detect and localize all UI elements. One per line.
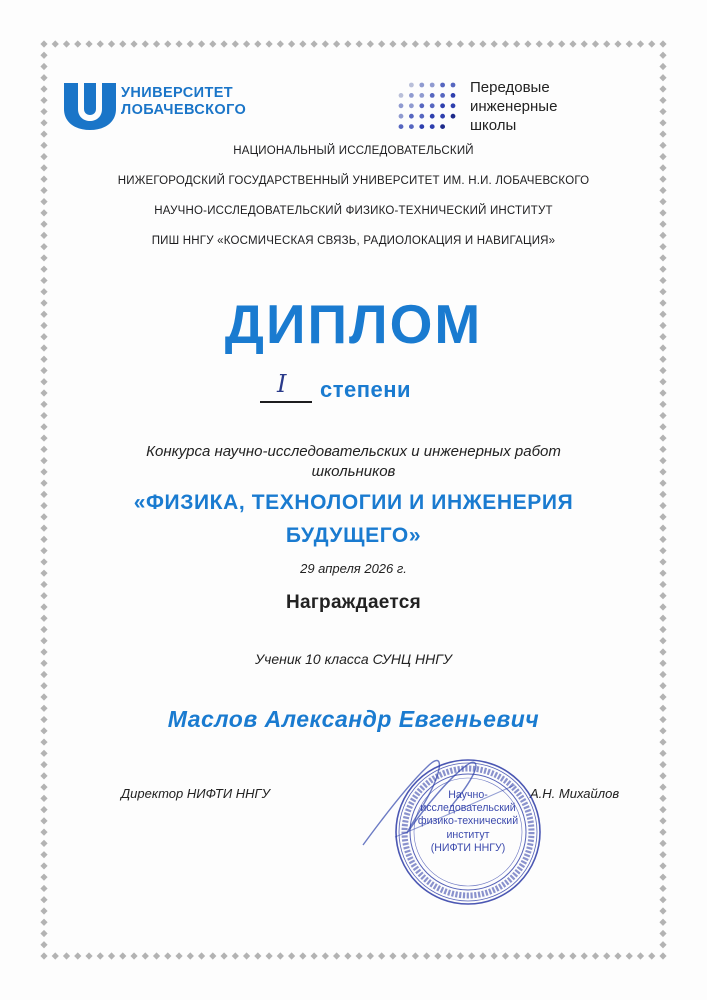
border-diamond [659,40,666,47]
border-diamond [40,480,47,487]
border-diamond [524,40,531,47]
border-diamond [40,356,47,363]
border-diamond [119,952,126,959]
logo-dot [419,124,424,129]
degree-underline [260,401,312,403]
logo-dot [430,103,435,108]
border-diamond [85,40,92,47]
border-diamond [659,896,666,903]
logo-dot [451,93,456,98]
border-diamond [40,772,47,779]
border-diamond [40,119,47,126]
border-diamond [412,952,419,959]
border-diamond [457,40,464,47]
border-diamond [344,40,351,47]
border-diamond [659,626,666,633]
logo-dot [409,93,414,98]
unn-u-logo-icon [60,79,120,131]
border-diamond [389,952,396,959]
border-diamond [513,40,520,47]
border-diamond [659,885,666,892]
border-diamond [401,952,408,959]
border-diamond [659,581,666,588]
border-diamond [232,952,239,959]
border-diamond [85,952,92,959]
border-diamond [603,952,610,959]
logo-dot [409,103,414,108]
logo-dot [451,114,456,119]
border-diamond [648,40,655,47]
border-diamond [659,254,666,261]
student-name: Маслов Александр Евгеньевич [167,706,540,732]
border-diamond [502,40,509,47]
border-diamond [288,952,295,959]
border-diamond [659,750,666,757]
border-diamond [153,40,160,47]
border-diamond [659,74,666,81]
university-logo-line1: УНИВЕРСИТЕТ [121,85,234,101]
contest-line-1: Конкурса научно-исследовательских и инженерных работ [146,443,561,460]
border-diamond [659,784,666,791]
school-logo-line1: Передовые [470,79,550,96]
border-diamond [659,221,666,228]
border-diamond [659,85,666,92]
border-diamond [423,40,430,47]
student-info: Ученик 10 класса СУНЦ ННГУ [255,651,452,667]
border-diamond [659,907,666,914]
logo-dot [399,93,404,98]
border-diamond [592,40,599,47]
border-diamond [40,941,47,948]
logo-dot [430,93,435,98]
stamp-line-4: институт [446,828,490,841]
border-diamond [254,952,261,959]
border-diamond [547,40,554,47]
border-diamond [659,738,666,745]
stamp-line-1: Научно- [448,789,488,801]
border-diamond [142,952,149,959]
border-diamond [254,40,261,47]
university-logo-text [121,85,246,119]
border-diamond [513,952,520,959]
border-diamond [367,952,374,959]
border-diamond [659,434,666,441]
border-diamond [40,682,47,689]
border-diamond [40,907,47,914]
degree-word: степени [320,377,412,402]
stamp-line-3: физико-технический [417,815,519,828]
border-diamond [446,40,453,47]
border-diamond [648,952,655,959]
border-diamond [659,547,666,554]
border-diamond [40,277,47,284]
border-diamond [614,952,621,959]
logo-dot [451,103,456,108]
border-diamond [40,829,47,836]
degree-row [0,370,707,410]
border-diamond [175,952,182,959]
border-diamond [187,952,194,959]
border-diamond [637,40,644,47]
logo-dot [440,83,445,88]
border-diamond [40,896,47,903]
border-diamond [614,40,621,47]
logo-dot [430,83,435,88]
border-diamond [659,119,666,126]
border-diamond [659,423,666,430]
border-diamond [40,52,47,59]
border-diamond [659,941,666,948]
border-diamond [209,952,216,959]
border-diamond [40,761,47,768]
border-diamond [63,40,70,47]
border-diamond [40,862,47,869]
border-diamond [536,40,543,47]
border-diamond [40,221,47,228]
border-diamond [659,187,666,194]
dots-grid-icon [396,80,458,132]
border-diamond [389,40,396,47]
border-diamond [659,480,666,487]
institution-line-1: НАЦИОНАЛЬНЫЙ ИССЛЕДОВАТЕЛЬСКИЙ [233,145,474,157]
border-diamond [40,874,47,881]
border-diamond [479,952,486,959]
logo-dot [409,114,414,119]
border-diamond [40,423,47,430]
contest-name-line-2: БУДУЩЕГО» [285,524,422,547]
border-diamond [198,952,205,959]
border-diamond [502,952,509,959]
institution-line-4: ПИШ ННГУ «КОСМИЧЕСКАЯ СВЯЗЬ, РАДИОЛОКАЦИЯ И НАВИГАЦИЯ» [151,235,556,247]
border-diamond [659,874,666,881]
border-diamond [659,806,666,813]
border-diamond [659,851,666,858]
border-diamond [153,952,160,959]
border-diamond [40,930,47,937]
border-diamond [311,952,318,959]
border-diamond [277,952,284,959]
border-diamond [659,164,666,171]
border-diamond [434,40,441,47]
border-diamond [130,952,137,959]
institution-line-3: НАУЧНО-ИССЛЕДОВАТЕЛЬСКИЙ ФИЗИКО-ТЕХНИЧЕСКИЙ ИНСТИТУТ [154,205,553,217]
border-diamond [40,637,47,644]
border-diamond [40,806,47,813]
border-diamond [40,547,47,554]
border-diamond [40,187,47,194]
border-diamond [637,952,644,959]
border-diamond [277,40,284,47]
logo-dot [399,103,404,108]
border-diamond [40,671,47,678]
border-diamond [468,952,475,959]
border-diamond [659,930,666,937]
border-diamond [659,952,666,959]
border-diamond [333,952,340,959]
border-diamond [108,40,115,47]
border-diamond [659,637,666,644]
border-diamond [524,952,531,959]
border-diamond [356,952,363,959]
border-diamond [569,40,576,47]
border-diamond [40,784,47,791]
border-diamond [243,40,250,47]
border-diamond [659,671,666,678]
border-diamond [40,817,47,824]
diploma-title: ДИПЛОМ [224,293,483,355]
border-diamond [367,40,374,47]
border-diamond [659,840,666,847]
border-diamond [299,952,306,959]
border-diamond [40,63,47,70]
logo-dot [399,114,404,119]
logo-dot [419,103,424,108]
border-diamond [378,40,385,47]
border-diamond [659,266,666,273]
director-name: А.Н. Михайлов [530,786,620,801]
logo-dot [419,114,424,119]
border-diamond [40,40,47,47]
director-role: Директор НИФТИ ННГУ [121,786,270,801]
logo-dot [440,124,445,129]
border-diamond [40,412,47,419]
border-diamond [40,266,47,273]
border-diamond [40,750,47,757]
border-diamond [378,952,385,959]
border-diamond [40,254,47,261]
border-diamond [265,40,272,47]
stamp-center-text [415,789,521,855]
border-diamond [569,952,576,959]
border-diamond [322,40,329,47]
border-diamond [356,40,363,47]
awarded-label: Награждается [285,592,422,613]
logo-dot [440,93,445,98]
border-diamond [659,63,666,70]
border-diamond [40,108,47,115]
school-logo-text [470,78,557,135]
border-diamond [265,952,272,959]
border-diamond [220,40,227,47]
border-diamond [175,40,182,47]
border-diamond [659,615,666,622]
border-diamond [97,952,104,959]
border-diamond [603,40,610,47]
contest-name-line-1: «ФИЗИКА, ТЕХНОЛОГИИ И ИНЖЕНЕРИЯ [133,491,574,514]
border-diamond [547,952,554,959]
logo-dot [419,93,424,98]
border-diamond [63,952,70,959]
border-diamond [558,952,565,959]
border-diamond [581,952,588,959]
institution-line-2: НИЖЕГОРОДСКИЙ ГОСУДАРСТВЕННЫЙ УНИВЕРСИТЕТ ИМ. Н.И. ЛОБАЧЕВСКОГО [117,175,590,187]
border-diamond [130,40,137,47]
logo-dot [399,124,404,129]
border-diamond [659,130,666,137]
border-diamond [626,952,633,959]
border-diamond [40,130,47,137]
border-diamond [232,40,239,47]
border-diamond [659,772,666,779]
border-diamond [187,40,194,47]
border-diamond [74,952,81,959]
border-diamond [40,693,47,700]
border-diamond [40,581,47,588]
logo-dot [430,114,435,119]
border-diamond [581,40,588,47]
border-diamond [108,952,115,959]
degree-handwritten-value: I [277,370,287,398]
logo-dot [409,83,414,88]
border-diamond [52,40,59,47]
border-diamond [536,952,543,959]
border-diamond [659,277,666,284]
contest-line-2: школьников [311,463,396,480]
border-diamond [659,919,666,926]
contest-date: 29 апреля 2026 г. [300,561,407,576]
border-diamond [142,40,149,47]
border-diamond [40,919,47,926]
border-diamond [243,952,250,959]
border-diamond [40,885,47,892]
logo-dot [440,114,445,119]
logo-dot [409,124,414,129]
border-diamond [659,761,666,768]
border-diamond [40,795,47,802]
logo-dot [430,124,435,129]
stamp-line-2: исследовательский [420,802,516,815]
border-diamond [40,615,47,622]
border-diamond [491,952,498,959]
border-diamond [659,52,666,59]
border-diamond [209,40,216,47]
border-diamond [344,952,351,959]
border-diamond [40,85,47,92]
border-diamond [592,952,599,959]
border-diamond [119,40,126,47]
border-diamond [626,40,633,47]
border-diamond [40,164,47,171]
border-diamond [659,795,666,802]
school-logo-line3: школы [470,117,517,134]
border-diamond [558,40,565,47]
border-diamond [659,693,666,700]
border-diamond [220,952,227,959]
border-diamond [659,862,666,869]
border-diamond [40,626,47,633]
border-diamond [288,40,295,47]
border-diamond [446,952,453,959]
border-diamond [423,952,430,959]
border-diamond [659,356,666,363]
border-diamond [434,952,441,959]
border-diamond [40,738,47,745]
border-diamond [52,952,59,959]
university-logo-line2: ЛОБАЧЕВСКОГО [121,102,247,118]
border-diamond [479,40,486,47]
logo-dot [419,83,424,88]
border-diamond [299,40,306,47]
border-diamond [198,40,205,47]
border-diamond [322,952,329,959]
border-diamond [40,74,47,81]
border-diamond [40,851,47,858]
border-diamond [659,97,666,104]
border-diamond [412,40,419,47]
border-diamond [311,40,318,47]
border-diamond [164,40,171,47]
school-logo-line2: инженерные [470,98,558,115]
border-diamond [164,952,171,959]
border-diamond [40,840,47,847]
stamp-line-5: (НИФТИ ННГУ) [430,841,506,854]
border-diamond [74,40,81,47]
logo-dot [440,103,445,108]
border-diamond [401,40,408,47]
border-diamond [659,682,666,689]
border-diamond [40,952,47,959]
border-diamond [40,434,47,441]
border-diamond [659,412,666,419]
border-diamond [659,108,666,115]
border-diamond [659,817,666,824]
border-diamond [40,97,47,104]
border-diamond [457,952,464,959]
border-diamond [491,40,498,47]
border-diamond [97,40,104,47]
border-diamond [333,40,340,47]
logo-dot [451,83,456,88]
border-diamond [659,829,666,836]
border-diamond [468,40,475,47]
